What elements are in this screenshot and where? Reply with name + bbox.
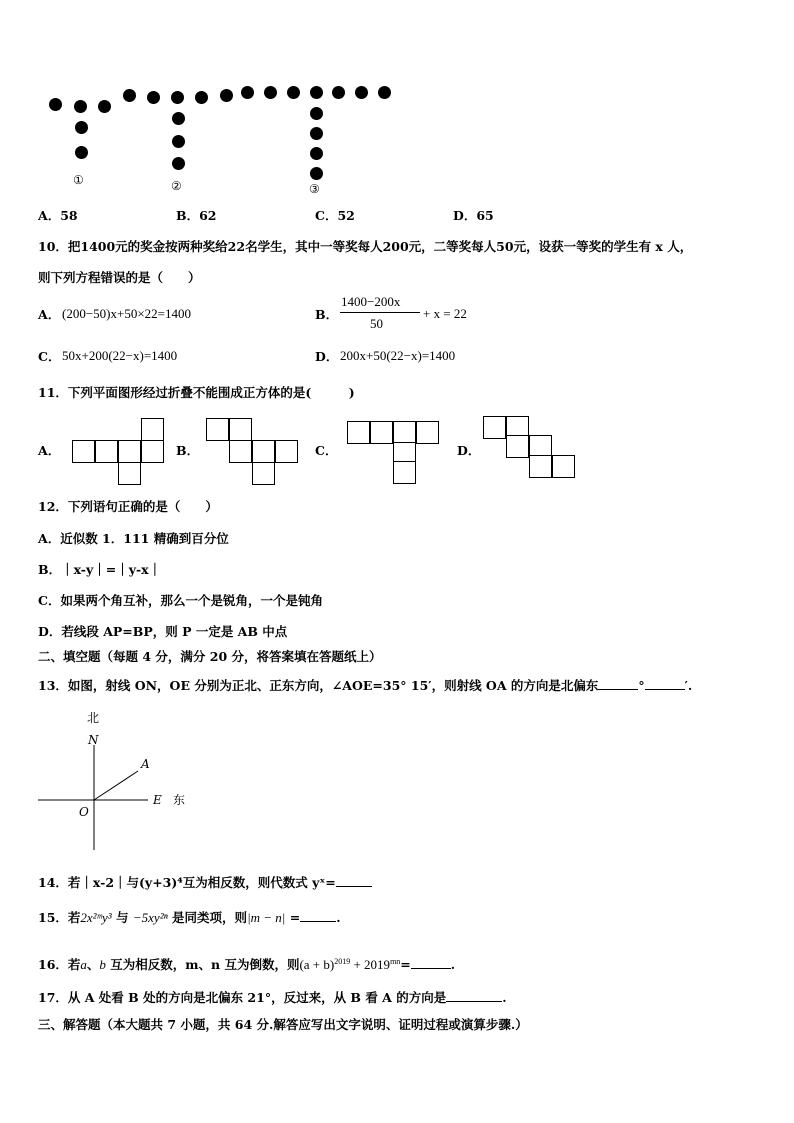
q15-line: [38, 909, 341, 926]
q12-option-c: C．如果两个角互补，那么一个是锐角，一个是钝角: [38, 593, 323, 608]
q16-plus-2019: + 2019: [350, 957, 391, 973]
q10-option-a-equation: (200−50)x+50×22=1400: [62, 306, 191, 321]
dot: [75, 121, 88, 134]
q16-prefix: 16．若: [38, 957, 81, 973]
q16-line: [38, 954, 455, 973]
section-3-heading: 三、解答题（本大题共 7 小题，共 64 分.解答应写出文字说明、证明过程或演算步骤.）: [38, 1017, 528, 1032]
fraction-numerator: 1400−200x: [341, 294, 401, 309]
net-square: [529, 455, 552, 478]
answer-blank[interactable]: [446, 989, 502, 1002]
q10-option-b-tail: + x = 22: [423, 306, 467, 321]
minute-symbol: ′.: [684, 678, 693, 693]
cube-net-c: [347, 421, 441, 483]
answer-blank-minutes[interactable]: [645, 677, 685, 690]
q15-expression-2: −5xy²ⁿ: [132, 910, 168, 925]
q16-sep: 、: [86, 957, 100, 973]
q11-option-d-label: D．: [457, 443, 481, 458]
net-square: [370, 421, 393, 444]
label-n: N: [88, 733, 99, 747]
pattern-label-3: ③: [309, 182, 320, 196]
dot: [264, 86, 277, 99]
q15-end: .: [336, 910, 341, 925]
dot: [310, 127, 323, 140]
q16-var-b: b: [99, 957, 106, 973]
net-square: [141, 440, 164, 463]
net-square: [393, 421, 416, 444]
net-square: [206, 418, 229, 441]
q15-mid: 与: [111, 910, 133, 925]
cube-net-a: [72, 418, 166, 478]
q15-suffix: 是同类项，则: [167, 910, 248, 925]
cube-net-b: [206, 418, 300, 480]
q13-direction-diagram: [30, 705, 200, 855]
q13-line: [38, 677, 692, 694]
answer-blank-degrees[interactable]: [598, 677, 638, 690]
section-2-heading: 二、填空题（每题 4 分，满分 20 分，将答案填在答题纸上）: [38, 649, 382, 664]
q10-stem-line1: 10．把1400元的奖金按两种奖给22名学生，其中一等奖每人200元，二等奖每人50元，设获一等奖的学生有 x 人，: [38, 239, 693, 254]
net-square: [393, 461, 416, 484]
pattern-label-2: ②: [171, 179, 182, 193]
net-square: [275, 440, 298, 463]
q10-option-d-label: D．: [315, 349, 339, 364]
q10-option-d-equation: 200x+50(22−x)=1400: [340, 348, 456, 363]
dot-pattern-figure: [0, 0, 794, 200]
degree-symbol: °: [638, 678, 645, 693]
net-square: [552, 455, 575, 478]
q9-option-c: C．52: [315, 208, 355, 223]
q9-option-a: A．58: [38, 208, 78, 223]
q15-expression-1: 2x²ᵐy³: [80, 910, 112, 925]
east-label-cn: 东: [173, 793, 186, 807]
q12-option-b: B．｜x-y｜=｜y-x｜: [38, 562, 162, 577]
q16-end: .: [450, 957, 456, 973]
dot: [355, 86, 368, 99]
net-square: [95, 440, 118, 463]
q11-option-a-label: A．: [38, 443, 61, 458]
q11-option-b-label: B．: [176, 443, 200, 458]
north-label-cn: 北: [87, 711, 100, 725]
q12-option-d: D．若线段 AP=BP，则 P 一定是 AB 中点: [38, 624, 288, 639]
dot: [172, 112, 185, 125]
answer-blank[interactable]: [411, 956, 451, 969]
label-o: O: [79, 805, 89, 819]
q9-option-d: D．65: [453, 208, 494, 223]
q17-stem: 17．从 A 处看 B 处的方向是北偏东 21°，反过来，从 B 看 A 的方向是: [38, 990, 447, 1005]
q10-stem-line2: 则下列方程错误的是（ ）: [38, 270, 201, 285]
dot: [172, 157, 185, 170]
dot: [98, 100, 111, 113]
net-square: [118, 440, 141, 463]
q12-option-a: A．近似数 1．111 精确到百分位: [38, 531, 229, 546]
net-square: [252, 462, 275, 485]
ray-oa: [94, 771, 138, 800]
q14-line: [38, 874, 372, 891]
dot: [172, 135, 185, 148]
q10-option-c-label: C．: [38, 349, 61, 364]
dot: [49, 98, 62, 111]
dot: [195, 91, 208, 104]
answer-blank[interactable]: [336, 874, 372, 887]
dot: [147, 91, 160, 104]
dot: [171, 91, 184, 104]
q16-expression: (a + b): [299, 957, 335, 973]
net-square: [118, 462, 141, 485]
q11-option-c-label: C．: [315, 443, 338, 458]
net-square: [347, 421, 370, 444]
dot: [75, 146, 88, 159]
q10-option-a-label: A．: [38, 307, 61, 322]
q10-option-b-label: B．: [315, 307, 339, 322]
dot: [310, 147, 323, 160]
q9-option-b: B．62: [176, 208, 217, 223]
cube-net-d: [483, 416, 579, 478]
pattern-label-1: ①: [73, 173, 84, 187]
net-square: [72, 440, 95, 463]
dot: [123, 89, 136, 102]
q16-exponent-mn: mn: [390, 957, 401, 966]
fraction-denominator: 50: [370, 316, 383, 331]
label-e: E: [153, 793, 162, 807]
q12-stem: 12．下列语句正确的是（ ）: [38, 499, 218, 514]
net-square: [483, 416, 506, 439]
net-square: [506, 435, 529, 458]
q10-option-b-fraction: [340, 294, 422, 334]
dot: [310, 167, 323, 180]
dot: [310, 107, 323, 120]
q10-option-c-equation: 50x+200(22−x)=1400: [62, 348, 178, 363]
net-square: [252, 440, 275, 463]
q13-stem: 13．如图，射线 ON，OE 分别为正北、正东方向，∠AOE=35° 15′，则射线 OA 的方向是北偏东: [38, 678, 599, 693]
dot: [332, 86, 345, 99]
dot: [378, 86, 391, 99]
q15-expression-3: |m − n|: [247, 910, 286, 925]
q16-exponent-2019: 2019: [334, 957, 351, 966]
q17-end: .: [502, 990, 507, 1005]
dot: [74, 100, 87, 113]
dot: [310, 86, 323, 99]
net-square: [229, 440, 252, 463]
net-square: [141, 418, 164, 441]
q14-stem: 14．若｜x-2｜与(y+3)⁴互为相反数，则代数式 yˣ=: [38, 875, 336, 890]
fraction-bar: [340, 312, 420, 313]
q15-eq: =: [285, 910, 301, 925]
net-square: [416, 421, 439, 444]
dot: [287, 86, 300, 99]
q11-stem: 11．下列平面图形经过折叠不能围成正方体的是( ): [38, 385, 355, 400]
dot: [220, 89, 233, 102]
q17-line: [38, 989, 507, 1006]
q15-prefix: 15．若: [38, 910, 81, 925]
dot: [241, 86, 254, 99]
answer-blank[interactable]: [300, 909, 336, 922]
q16-var-a: a: [80, 957, 87, 973]
label-a: A: [141, 757, 150, 771]
net-square: [229, 418, 252, 441]
q16-mid: 互为相反数，m、n 互为倒数，则: [105, 957, 300, 973]
q16-eq: =: [400, 957, 411, 973]
